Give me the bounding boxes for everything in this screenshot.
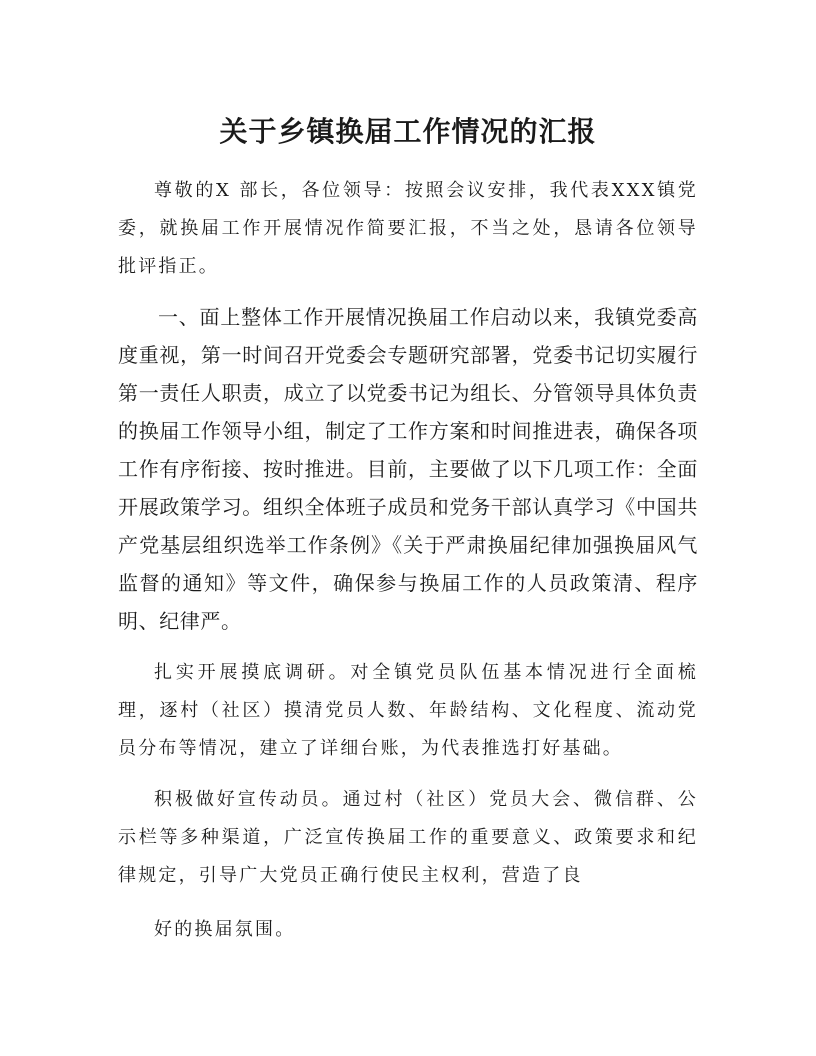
paragraph-publicity: 积极做好宣传动员。通过村（社区）党员大会、微信群、公示栏等多种渠道，广泛宣传换届工作的重要意义、政策要求和纪律规定，引导广大党员正确行使民主权利，营造了良 (118, 789, 698, 886)
paragraph-publicity-continued: 好的换届氛围。 (154, 919, 296, 940)
paragraph-survey: 扎实开展摸底调研。对全镇党员队伍基本情况进行全面梳理，逐村（社区）摸清党员人数、年龄结构、文化程度、流动党员分布等情况，建立了详细台账，为代表推选打好基础。 (118, 662, 698, 759)
paragraph-greeting: 尊敬的X 部长，各位领导：按照会议安排，我代表XXX镇党委，就换届工作开展情况作简要汇报，不当之处，恳请各位领导批评指正。 (118, 180, 698, 277)
paragraph-overall-work: 一、面上整体工作开展情况换届工作启动以来，我镇党委高度重视，第一时间召开党委会专题研究部署，党委书记切实履行第一责任人职责，成立了以党委书记为组长、分管领导具体负责的换届工作领导小组，制定了工作方案和时间推进表，确保各项工作有序衔接、按时推进。目前，主要做了以下几项工作：全面开展政策学习。组织全体班子成员和党务干部认真学习《中国共产党基层组织选举工作条例》《关于严肃换届纪律加强换届风气监督的通知》等文件，确保参与换届工作的人员政策清、程序明、纪律严。 (118, 305, 698, 633)
document-title: 关于乡镇换届工作情况的汇报 (219, 115, 597, 148)
